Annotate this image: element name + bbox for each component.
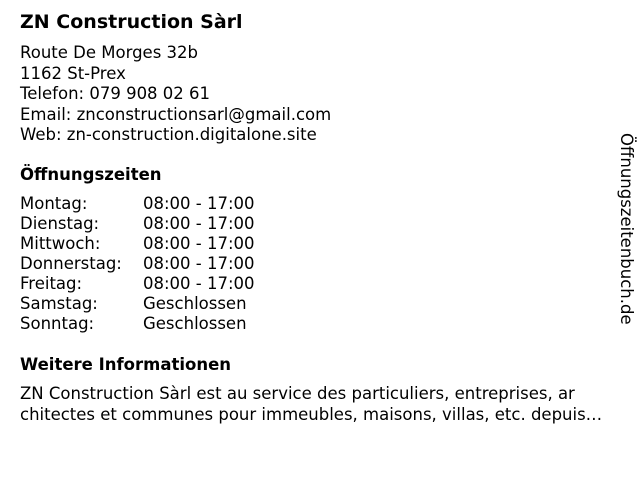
description-line-1: ZN Construction Sàrl est au service des particuliers, entreprises, ar [20, 384, 575, 403]
site-watermark-label: Öffnungszeitenbuch.de [617, 133, 636, 325]
day-label: Samstag: [20, 294, 98, 313]
hours-value: 08:00 - 17:00 [143, 254, 255, 273]
opening-hours-heading: Öffnungszeiten [20, 165, 162, 184]
business-name: ZN Construction Sàrl [20, 11, 243, 33]
email-line: Email: znconstructionsarl@gmail.com [20, 104, 332, 124]
business-description [20, 384, 632, 425]
hours-value: 08:00 - 17:00 [143, 274, 255, 293]
hours-value: 08:00 - 17:00 [143, 194, 255, 213]
day-label: Sonntag: [20, 314, 95, 333]
hours-value: Geschlossen [143, 314, 247, 333]
hours-value: 08:00 - 17:00 [143, 214, 255, 233]
day-label: Dienstag: [20, 214, 100, 233]
hours-value: Geschlossen [143, 294, 247, 313]
hours-value: 08:00 - 17:00 [143, 234, 255, 253]
contact-block [20, 43, 331, 146]
description-line-2: chitectes et communes pour immeubles, maisons, villas, etc. depuis… [20, 404, 603, 424]
address-street: Route De Morges 32b [20, 43, 199, 62]
day-label: Mittwoch: [20, 234, 101, 253]
further-info-heading: Weitere Informationen [20, 355, 232, 374]
web-line: Web: zn-construction.digitalone.site [20, 125, 317, 144]
phone-line: Telefon: 079 908 02 61 [20, 84, 211, 103]
day-label: Freitag: [20, 274, 83, 293]
day-label: Montag: [20, 194, 88, 213]
day-label: Donnerstag: [20, 254, 122, 273]
address-city: 1162 St-Prex [20, 63, 126, 83]
